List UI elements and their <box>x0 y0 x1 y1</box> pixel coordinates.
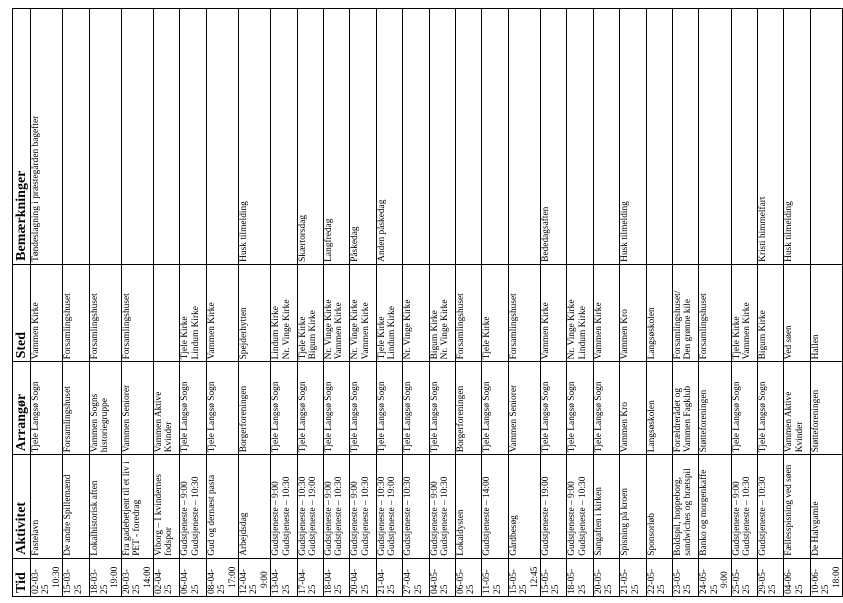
cell-sted: Vammen Kirke <box>31 264 63 362</box>
cell-bemaerkninger: Langfredag <box>324 9 350 265</box>
cell-bemaerkninger <box>63 9 89 265</box>
event-date: 27-04-25 <box>403 569 424 594</box>
cell-arrangor: Borgerforeningen <box>239 362 271 455</box>
cell-sted: Nr. Vinge Kirke Vammen Kirke <box>350 264 376 362</box>
table-row <box>403 9 429 597</box>
cell-bemaerkninger: Husk tilmelding <box>784 9 810 265</box>
cell-arrangor: Støtteforeningen <box>699 362 731 455</box>
cell-bemaerkninger <box>180 9 206 265</box>
event-date: 10-06-25 <box>810 569 832 594</box>
table-row <box>593 9 619 597</box>
cell-bemaerkninger <box>731 9 757 265</box>
event-date: 15-05-25 <box>541 569 562 594</box>
cell-aktivitet: Viborg – I kvindernes fodspor <box>154 455 180 558</box>
cell-arrangor: Vammen Aktive Kvinder <box>784 362 810 455</box>
table-row <box>376 9 402 597</box>
cell-tid <box>456 558 482 596</box>
cell-arrangor: Tjele Langsø Sogn <box>31 362 63 455</box>
cell-tid <box>567 558 593 596</box>
cell-bemaerkninger: Husk tilmelding <box>239 9 271 265</box>
event-date: 18-03-25 <box>89 569 111 594</box>
header-sted: Sted <box>13 264 31 362</box>
cell-arrangor: Tjele Langsø Sogn <box>731 362 757 455</box>
cell-sted: Ved søen <box>784 264 810 362</box>
cell-bemaerkninger <box>699 9 731 265</box>
cell-bemaerkninger <box>482 9 508 265</box>
event-date: 06-05-25 <box>456 569 477 594</box>
table-row <box>89 9 121 597</box>
cell-bemaerkninger <box>646 9 672 265</box>
event-time: 19:00 <box>110 566 121 588</box>
cell-bemaerkninger: Anden påskedag <box>376 9 402 265</box>
cell-bemaerkninger: Skærtorsdag <box>297 9 323 265</box>
event-date: 20-04-25 <box>350 569 371 594</box>
cell-bemaerkninger <box>456 9 482 265</box>
header-arrangor: Arrangør <box>13 362 31 455</box>
cell-aktivitet: Gud og dernæst pasta <box>206 455 238 558</box>
events-table <box>12 8 843 597</box>
cell-arrangor: Tjele Langsø Sogn <box>206 362 238 455</box>
cell-tid <box>699 558 731 596</box>
cell-bemaerkninger <box>271 9 297 265</box>
cell-tid <box>239 558 271 596</box>
table-row <box>63 9 89 597</box>
cell-sted: Tjele Kirke <box>482 264 508 362</box>
event-date: 20-05-25 <box>593 569 615 594</box>
cell-bemaerkninger <box>89 9 121 265</box>
header-bemaerkninger: Bemærkninger <box>13 9 31 265</box>
event-date: 08-04-25 <box>206 569 228 594</box>
table-row <box>810 9 842 597</box>
table-row <box>350 9 376 597</box>
table-row <box>699 9 731 597</box>
table-row <box>620 9 646 597</box>
event-date: 12-04-25 <box>239 569 260 594</box>
event-time: 17:00 <box>227 566 238 588</box>
cell-arrangor: Tjele Langsø Sogn <box>541 362 567 455</box>
event-date: 06-04-25 <box>180 569 201 594</box>
event-time: 18:00 <box>831 566 842 588</box>
cell-aktivitet: Gudstjeneste – 9:00 Gudstjeneste – 10:30 <box>731 455 757 558</box>
cell-tid <box>271 558 297 596</box>
cell-sted: Forsamlingshuset <box>699 264 731 362</box>
cell-aktivitet: Gudstjeneste – 10:30 <box>403 455 429 558</box>
cell-sted: Nr. Vinge Kirke Lindum Kirke <box>567 264 593 362</box>
event-time: 9:00 <box>720 571 731 588</box>
cell-aktivitet: De Halvgamle <box>810 455 842 558</box>
event-date: 23-05-25 <box>672 569 694 594</box>
event-time: 14:00 <box>142 566 153 588</box>
cell-sted: Bigum Kirke Nr. Vinge Kirke <box>429 264 455 362</box>
cell-aktivitet: Sangaften i kirken <box>593 455 619 558</box>
cell-arrangor: Vammen Kro <box>620 362 646 455</box>
cell-bemaerkninger <box>810 9 842 265</box>
cell-bemaerkninger: Påskedag <box>350 9 376 265</box>
cell-aktivitet: Gudstjeneste – 9:00 Gudstjeneste – 10:30 <box>324 455 350 558</box>
cell-aktivitet: De andre Spillemænd <box>63 455 89 558</box>
cell-bemaerkninger <box>154 9 180 265</box>
cell-tid <box>89 558 121 596</box>
cell-bemaerkninger: Husk tilmelding <box>620 9 646 265</box>
cell-aktivitet: Gudstjeneste – 10:30 <box>757 455 783 558</box>
cell-sted: Forsamlingshuset <box>63 264 89 362</box>
table-row <box>482 9 508 597</box>
cell-tid <box>154 558 180 596</box>
table-row <box>180 9 206 597</box>
cell-aktivitet: Lokaldysten <box>456 455 482 558</box>
event-date: 13-04-25 <box>271 569 292 594</box>
table-row <box>567 9 593 597</box>
event-date: 15-05-25 <box>508 569 530 594</box>
event-date: 22-05-25 <box>646 569 667 594</box>
event-time: 12:45 <box>529 566 540 588</box>
table-row <box>672 9 698 597</box>
table-row <box>456 9 482 597</box>
cell-bemaerkninger: Tøndeslagning i præstegården bagefter <box>31 9 63 265</box>
cell-bemaerkninger <box>508 9 540 265</box>
cell-arrangor: Støtteforeningen <box>810 362 842 455</box>
cell-aktivitet: Gudstjeneste – 9:00 Gudstjeneste – 10:30 <box>350 455 376 558</box>
cell-bemaerkninger <box>672 9 698 265</box>
event-date: 25-05-25 <box>731 569 752 594</box>
event-time: 9:00 <box>259 571 270 588</box>
cell-sted <box>154 264 180 362</box>
cell-tid <box>541 558 567 596</box>
cell-tid <box>672 558 698 596</box>
cell-sted: Tjele Kirke Bigum Kirke <box>297 264 323 362</box>
cell-aktivitet: Sponsorløb <box>646 455 672 558</box>
cell-aktivitet: Boldspil, hoppeborg, sandwiches og brætspil <box>672 455 698 558</box>
event-date: 18-05-25 <box>567 569 588 594</box>
cell-arrangor: Tjele Langsø Sogn <box>567 362 593 455</box>
cell-tid <box>784 558 810 596</box>
cell-sted: Nr. Vinge Kirke <box>403 264 429 362</box>
table-row <box>324 9 350 597</box>
cell-aktivitet: Gudstjeneste – 14:00 <box>482 455 508 558</box>
cell-aktivitet: Gårdbesøg <box>508 455 540 558</box>
cell-tid <box>324 558 350 596</box>
cell-aktivitet: Gudstjeneste – 10:30 Gudstjeneste – 19:00 <box>297 455 323 558</box>
cell-bemaerkninger: Kristi himmelfart <box>757 9 783 265</box>
cell-bemaerkninger <box>567 9 593 265</box>
cell-aktivitet: Arbejdsdag <box>239 455 271 558</box>
cell-tid <box>63 558 89 596</box>
cell-sted: Forsamlingshuset <box>121 264 153 362</box>
table-row <box>297 9 323 597</box>
cell-sted: Spejderhytten <box>239 264 271 362</box>
event-date: 21-04-25 <box>376 569 398 594</box>
cell-tid <box>350 558 376 596</box>
event-date: 11-05-25 <box>482 569 503 594</box>
cell-sted: Forsamlingshuset/ Den grønne kile <box>672 264 698 362</box>
cell-aktivitet: Gudstjeneste – 9:00 Gudstjeneste – 10:30 <box>429 455 455 558</box>
event-date: 24-05-25 <box>699 569 720 594</box>
cell-bemaerkninger <box>403 9 429 265</box>
cell-tid <box>206 558 238 596</box>
cell-arrangor: Tjele Langsø Sogn <box>376 362 402 455</box>
cell-tid <box>731 558 757 596</box>
table-row <box>731 9 757 597</box>
cell-arrangor: Tjele Langsø Sogn <box>593 362 619 455</box>
cell-arrangor: Vammen Seniorer <box>121 362 153 455</box>
cell-tid <box>376 558 402 596</box>
table-row <box>121 9 153 597</box>
cell-sted: Tjele Kirke Lindum Kirke <box>376 264 402 362</box>
table-row <box>31 9 63 597</box>
cell-aktivitet: Gudstjeneste – 9:00 Gudstjeneste – 10:30 <box>567 455 593 558</box>
cell-arrangor: Forsamlingshuset <box>63 362 89 455</box>
cell-sted: Vammen Kirke <box>593 264 619 362</box>
table-row <box>271 9 297 597</box>
cell-arrangor: Tjele Langsø Sogn <box>297 362 323 455</box>
header-row <box>13 9 31 597</box>
cell-sted: Bigum Kirke <box>757 264 783 362</box>
cell-sted: Forsamlingshuset <box>89 264 121 362</box>
cell-tid <box>620 558 646 596</box>
header-tid: Tid <box>13 558 31 596</box>
cell-bemaerkninger: Bededagsaften <box>541 9 567 265</box>
header-aktivitet: Aktivitet <box>13 455 31 558</box>
event-date: 02-04-25 <box>154 569 175 594</box>
cell-tid <box>180 558 206 596</box>
cell-sted: Nr. Vinge Kirke Vammen Kirke <box>324 264 350 362</box>
cell-arrangor: Tjele Langsø Sogn <box>271 362 297 455</box>
cell-tid <box>508 558 540 596</box>
cell-sted: Vammen Kirke <box>541 264 567 362</box>
cell-arrangor: Tjele Langsø Sogn <box>757 362 783 455</box>
cell-arrangor: Forældrerådet og Vammen Fagklub <box>672 362 698 455</box>
cell-tid <box>429 558 455 596</box>
cell-sted: Lindum Kirke Nr. Vinge Kirke <box>271 264 297 362</box>
cell-aktivitet: Spisning på kroen <box>620 455 646 558</box>
table-row <box>206 9 238 597</box>
cell-arrangor: Tjele Langsø Sogn <box>429 362 455 455</box>
cell-tid <box>646 558 672 596</box>
event-date: 21-05-25 <box>620 569 641 594</box>
cell-bemaerkninger <box>121 9 153 265</box>
cell-arrangor: Borgerforeningen <box>456 362 482 455</box>
cell-bemaerkninger <box>429 9 455 265</box>
cell-arrangor: Langsøskolen <box>646 362 672 455</box>
event-time: 10:30 <box>51 566 62 588</box>
table-row <box>508 9 540 597</box>
event-date: 02-03-25 <box>31 569 52 594</box>
cell-arrangor: Vammen Sogns historiegruppe <box>89 362 121 455</box>
cell-tid <box>593 558 619 596</box>
table-row <box>541 9 567 597</box>
cell-sted: Langsøskolen <box>646 264 672 362</box>
cell-tid <box>757 558 783 596</box>
cell-tid <box>31 558 63 596</box>
cell-aktivitet: Gudstjeneste – 9:00 Gudstjeneste – 10:30 <box>180 455 206 558</box>
table-row <box>429 9 455 597</box>
cell-tid <box>403 558 429 596</box>
cell-aktivitet: Gudstjeneste – 9:00 Gudstjeneste – 10:30 <box>271 455 297 558</box>
cell-arrangor: Tjele Langsø Sogn <box>350 362 376 455</box>
cell-aktivitet: Fællesspisning ved søen <box>784 455 810 558</box>
table-row <box>154 9 180 597</box>
cell-arrangor: Vammen Seniorer <box>508 362 540 455</box>
event-date: 04-06-25 <box>784 569 805 594</box>
event-date: 20-03-25 <box>121 569 143 594</box>
events-body <box>31 9 843 597</box>
cell-bemaerkninger <box>593 9 619 265</box>
cell-aktivitet: Fra gadebetjent til et liv i PET - foredrag <box>121 455 153 558</box>
cell-tid <box>297 558 323 596</box>
cell-tid <box>121 558 153 596</box>
event-date: 15-03-25 <box>63 569 84 594</box>
cell-sted: Hallen <box>810 264 842 362</box>
cell-sted: Forsamlingshuset <box>508 264 540 362</box>
cell-arrangor: Tjele Langsø Sogn <box>324 362 350 455</box>
event-date: 18-04-25 <box>324 569 345 594</box>
cell-tid <box>810 558 842 596</box>
event-date: 29-05-25 <box>757 569 779 594</box>
cell-aktivitet: Banko og morgenkaffe <box>699 455 731 558</box>
cell-arrangor: Vammen Aktive Kvinder <box>154 362 180 455</box>
cell-sted: Vammen Kro <box>620 264 646 362</box>
cell-bemaerkninger <box>206 9 238 265</box>
table-row <box>757 9 783 597</box>
cell-arrangor: Tjele Langsø Sogn <box>482 362 508 455</box>
cell-sted: Forsamlingshuset <box>456 264 482 362</box>
cell-arrangor: Tjele Langsø Sogn <box>180 362 206 455</box>
cell-sted: Vammen Kirke <box>206 264 238 362</box>
cell-arrangor: Tjele Langsø Sogn <box>403 362 429 455</box>
cell-aktivitet: Gudstjeneste – 19:00 <box>541 455 567 558</box>
cell-aktivitet: Fastelavn <box>31 455 63 558</box>
cell-aktivitet: Lokalhistorisk aften <box>89 455 121 558</box>
cell-sted: Tjele Kirke Vammen Kirke <box>731 264 757 362</box>
event-date: 04-05-25 <box>429 569 451 594</box>
cell-sted: Tjele Kirke Lindum Kirke <box>180 264 206 362</box>
cell-aktivitet: Gudstjeneste – 10:30 Gudstjeneste – 19:00 <box>376 455 402 558</box>
table-row <box>646 9 672 597</box>
event-date: 17-04-25 <box>297 569 319 594</box>
cell-tid <box>482 558 508 596</box>
table-row <box>239 9 271 597</box>
table-row <box>784 9 810 597</box>
